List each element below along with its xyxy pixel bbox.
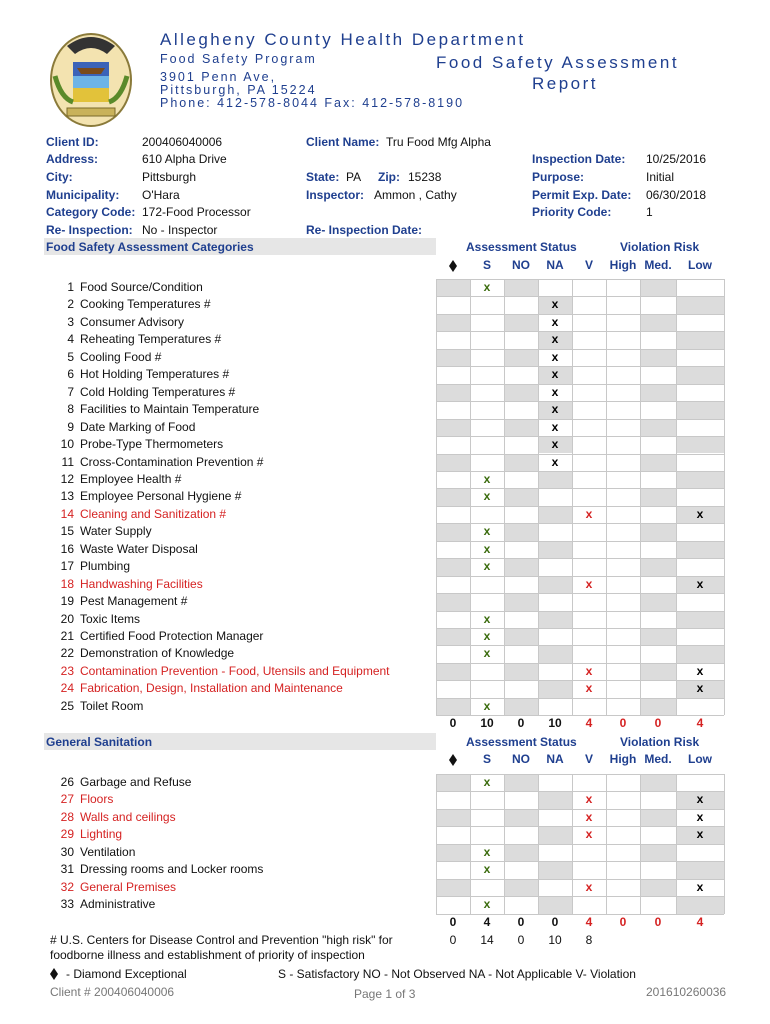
item-label: Hot Holding Temperatures # <box>80 367 230 382</box>
cell-shade <box>677 646 724 662</box>
status-mark: x <box>483 559 491 574</box>
item-label: Cooling Food # <box>80 349 162 364</box>
item-number: 26 <box>60 775 74 789</box>
risk-mark: x <box>696 576 704 591</box>
section2-status-header: Assessment Status <box>466 735 577 749</box>
cell-shade <box>437 775 470 791</box>
item-label: Dressing rooms and Locker rooms <box>80 862 264 877</box>
status-mark: x <box>483 611 491 626</box>
grid-line <box>436 366 724 367</box>
item-number: 23 <box>60 663 74 678</box>
total-value: 4 <box>585 915 593 929</box>
cell-shade <box>437 629 470 645</box>
item-number: 31 <box>60 862 74 877</box>
city-value: Pittsburgh <box>142 170 197 184</box>
item-label: Toxic Items <box>80 611 141 626</box>
cell-shade <box>437 280 470 296</box>
report-title-line2: Report <box>532 74 599 93</box>
cell-shade <box>437 489 470 505</box>
cell-shade <box>677 612 724 628</box>
column-header: NO <box>512 258 530 272</box>
section1-risk-header: Violation Risk <box>620 240 700 254</box>
section2-risk-header: Violation Risk <box>620 735 700 749</box>
cell-shade <box>677 862 724 878</box>
item-number: 7 <box>67 384 74 399</box>
column-header: Med. <box>644 258 672 272</box>
grid-line <box>436 454 724 455</box>
item-label: Cooking Temperatures # <box>80 297 211 312</box>
cell-shade <box>437 559 470 575</box>
status-mark: x <box>551 402 559 417</box>
reinspection-label: Re- Inspection: <box>46 223 133 237</box>
cdc-note-line2: foodborne illness and establishment of priority of inspection <box>50 948 365 962</box>
total-value: 4 <box>483 915 491 929</box>
total-value: 0 <box>449 915 457 929</box>
item-number: 1 <box>67 280 74 294</box>
status-mark: x <box>483 524 491 539</box>
cell-shade <box>505 880 538 896</box>
category-code-label: Category Code: <box>46 205 136 219</box>
cell-shade <box>505 489 538 505</box>
item-number: 13 <box>60 489 74 504</box>
document-id: 201610260036 <box>646 985 727 999</box>
status-mark: x <box>551 367 559 382</box>
column-header: S <box>482 752 491 766</box>
cell-shade <box>505 350 538 366</box>
inspector-label: Inspector: <box>306 188 365 202</box>
grid-line <box>436 349 724 350</box>
cell-shade <box>505 810 538 826</box>
page-number: Page 1 of 3 <box>354 987 416 1001</box>
status-mark: x <box>483 897 491 912</box>
total-value: 4 <box>585 716 593 730</box>
item-label: Probe-Type Thermometers <box>80 437 224 452</box>
cell-shade <box>641 664 676 680</box>
item-number: 16 <box>60 541 74 556</box>
client-name-label: Client Name: <box>306 135 380 149</box>
inspection-date-value: 10/25/2016 <box>646 152 707 166</box>
total-value: 10 <box>480 716 494 730</box>
status-mark: x <box>551 349 559 364</box>
item-label: Cold Holding Temperatures # <box>80 384 236 399</box>
cell-shade <box>539 681 572 697</box>
cell-shade <box>539 507 572 523</box>
cell-shade <box>641 699 676 715</box>
cell-shade <box>437 455 470 471</box>
cell-shade <box>505 629 538 645</box>
item-label: Waste Water Disposal <box>80 541 198 556</box>
cell-shade <box>677 437 724 453</box>
cell-shade <box>505 280 538 296</box>
column-header: Med. <box>644 752 672 766</box>
cell-shade <box>677 542 724 558</box>
cell-shade <box>677 402 724 418</box>
department-name: Allegheny County Health Department <box>160 30 526 49</box>
status-mark: x <box>483 775 491 789</box>
footer-client-number: Client # 200406040006 <box>50 985 175 999</box>
cell-shade <box>437 350 470 366</box>
cell-shade <box>505 775 538 791</box>
grid-line <box>606 279 607 715</box>
cell-shade <box>539 827 572 843</box>
cell-shade <box>677 897 724 913</box>
status-mark: x <box>551 437 559 452</box>
item-number: 27 <box>60 792 74 807</box>
total-value: 0 <box>654 716 662 730</box>
section1-title: Food Safety Assessment Categories <box>46 240 254 254</box>
cell-shade <box>641 810 676 826</box>
item-number: 25 <box>60 698 74 713</box>
client-id-value: 200406040006 <box>142 135 223 149</box>
risk-mark: x <box>696 879 704 894</box>
cell-shade <box>641 489 676 505</box>
risk-mark: x <box>696 506 704 521</box>
status-mark: x <box>585 576 593 591</box>
status-mark: x <box>551 419 559 434</box>
item-number: 17 <box>60 559 74 574</box>
purpose-value: Initial <box>646 170 675 184</box>
item-label: Handwashing Facilities <box>80 576 203 591</box>
column-header: High <box>609 258 637 272</box>
city-label: City: <box>46 170 73 184</box>
item-number: 20 <box>60 611 74 626</box>
cell-shade <box>437 699 470 715</box>
cell-shade <box>437 420 470 436</box>
item-label: Employee Health # <box>80 471 182 486</box>
status-mark: x <box>483 471 491 486</box>
cell-shade <box>641 594 676 610</box>
total-value: 0 <box>517 915 525 929</box>
cell-shade <box>641 420 676 436</box>
client-name-value: Tru Food Mfg Alpha <box>386 135 491 149</box>
status-mark: x <box>551 297 559 312</box>
cell-shade <box>437 880 470 896</box>
grand-total-value: 14 <box>480 933 494 947</box>
item-label: Garbage and Refuse <box>80 775 192 789</box>
total-value: 0 <box>619 716 627 730</box>
item-label: Lighting <box>80 827 123 842</box>
item-number: 18 <box>60 576 74 591</box>
cell-shade <box>505 845 538 861</box>
item-number: 30 <box>60 844 74 859</box>
client-id-label: Client ID: <box>46 135 99 149</box>
state-value: PA <box>346 170 362 184</box>
item-label: Facilities to Maintain Temperature <box>80 402 260 417</box>
item-number: 8 <box>67 402 74 417</box>
status-mark: x <box>551 384 559 399</box>
grid-line <box>436 419 724 420</box>
item-number: 15 <box>60 524 74 539</box>
cell-shade <box>641 350 676 366</box>
purpose-label: Purpose: <box>532 170 585 184</box>
reinspection-date-label: Re- Inspection Date: <box>306 223 423 237</box>
zip-value: 15238 <box>408 170 442 184</box>
grid-line <box>572 279 573 715</box>
permit-exp-value: 06/30/2018 <box>646 188 707 202</box>
grid-line <box>436 314 724 315</box>
item-number: 14 <box>60 506 74 521</box>
cell-shade <box>641 280 676 296</box>
total-value: 4 <box>696 915 704 929</box>
status-mark: x <box>551 332 559 347</box>
cell-shade <box>437 594 470 610</box>
diamond-exceptional-icon <box>449 260 457 272</box>
total-value: 0 <box>449 716 457 730</box>
item-label: Floors <box>80 792 114 807</box>
status-mark: x <box>585 809 593 824</box>
cell-shade <box>437 664 470 680</box>
item-label: Date Marking of Food <box>80 419 196 434</box>
item-label: Certified Food Protection Manager <box>80 629 264 643</box>
status-mark: x <box>483 629 491 643</box>
cell-shade <box>437 524 470 540</box>
county-seal <box>47 28 135 128</box>
cell-shade <box>505 699 538 715</box>
status-mark: x <box>483 844 491 859</box>
grid-line <box>436 296 724 297</box>
column-header: NA <box>546 752 564 766</box>
address-value: 610 Alpha Drive <box>142 152 227 166</box>
cell-shade <box>437 385 470 401</box>
column-header: NA <box>546 258 564 272</box>
cell-shade <box>505 524 538 540</box>
item-number: 22 <box>60 646 74 661</box>
program-name: Food Safety Program <box>160 52 317 66</box>
total-value: 10 <box>548 716 562 730</box>
column-header: V <box>584 258 593 272</box>
total-value: 0 <box>654 915 662 929</box>
item-label: Ventilation <box>80 844 136 859</box>
grand-total-value: 10 <box>548 933 562 947</box>
permit-exp-label: Permit Exp. Date: <box>532 188 632 202</box>
status-mark: x <box>551 454 559 469</box>
item-number: 12 <box>60 471 74 486</box>
risk-mark: x <box>696 809 704 824</box>
state-label: State: <box>306 170 340 184</box>
cell-shade <box>641 629 676 645</box>
status-mark: x <box>585 681 593 696</box>
address-label: Address: <box>46 152 99 166</box>
item-number: 19 <box>60 594 74 609</box>
item-number: 29 <box>60 827 74 842</box>
cell-shade <box>641 845 676 861</box>
address-line1: 3901 Penn Ave, <box>160 70 277 84</box>
item-number: 2 <box>67 297 74 312</box>
item-label: Food Source/Condition <box>80 280 203 294</box>
item-label: Water Supply <box>80 524 152 539</box>
status-mark: x <box>483 862 491 877</box>
cell-shade <box>437 315 470 331</box>
priority-code-label: Priority Code: <box>532 205 612 219</box>
status-mark: x <box>585 506 593 521</box>
item-number: 28 <box>60 809 74 824</box>
item-number: 4 <box>67 332 74 347</box>
cell-shade <box>641 880 676 896</box>
item-number: 10 <box>60 437 74 452</box>
item-label: Fabrication, Design, Installation and Maintenance <box>80 681 343 696</box>
grid-line <box>436 436 724 437</box>
grand-total-value: 8 <box>585 933 593 947</box>
phone-fax: Phone: 412-578-8044 Fax: 412-578-8190 <box>160 96 465 110</box>
cell-shade <box>539 897 572 913</box>
total-value: 0 <box>619 915 627 929</box>
column-header: NO <box>512 752 530 766</box>
cell-shade <box>505 420 538 436</box>
cell-shade <box>641 524 676 540</box>
item-number: 11 <box>61 454 74 469</box>
inspection-date-label: Inspection Date: <box>532 152 626 166</box>
cell-shade <box>539 612 572 628</box>
item-number: 21 <box>60 629 74 643</box>
item-label: Plumbing <box>80 559 131 574</box>
diamond-legend-text: - Diamond Exceptional <box>66 967 187 981</box>
cell-shade <box>641 385 676 401</box>
risk-mark: x <box>696 827 704 842</box>
cell-shade <box>641 775 676 791</box>
section1-status-header: Assessment Status <box>466 240 577 254</box>
item-number: 5 <box>67 349 74 364</box>
cell-shade <box>539 542 572 558</box>
cell-shade <box>677 297 724 313</box>
grid-line <box>724 279 725 715</box>
risk-mark: x <box>696 663 704 678</box>
status-mark: x <box>483 646 491 661</box>
risk-mark: x <box>696 681 704 696</box>
cell-shade <box>505 315 538 331</box>
cell-shade <box>437 845 470 861</box>
status-mark: x <box>585 879 593 894</box>
grid-line <box>436 331 724 332</box>
diamond-exceptional-icon <box>449 754 457 766</box>
item-label: Cleaning and Sanitization # <box>80 506 227 521</box>
address-line2: Pittsburgh, PA 15224 <box>160 83 317 97</box>
column-header: High <box>609 752 637 766</box>
cell-shade <box>539 862 572 878</box>
item-label: Reheating Temperatures # <box>80 332 222 347</box>
cell-shade <box>539 646 572 662</box>
municipality-label: Municipality: <box>46 188 120 202</box>
item-number: 9 <box>67 419 74 434</box>
item-label: Pest Management # <box>80 594 188 609</box>
status-mark: x <box>483 489 491 504</box>
grid-line <box>436 401 724 402</box>
cell-shade <box>641 315 676 331</box>
cell-shade <box>505 664 538 680</box>
item-number: 3 <box>67 314 74 329</box>
status-mark: x <box>585 792 593 807</box>
item-label: Toilet Room <box>80 698 144 713</box>
grid-line <box>436 384 724 385</box>
cell-shade <box>505 594 538 610</box>
item-number: 32 <box>60 879 74 894</box>
status-mark: x <box>585 827 593 842</box>
cell-shade <box>641 559 676 575</box>
column-header: Low <box>688 258 712 272</box>
column-header: S <box>482 258 491 272</box>
cell-shade <box>539 472 572 488</box>
item-number: 24 <box>60 681 74 696</box>
status-legend: S - Satisfactory NO - Not Observed NA - Not Applicable V- Violation <box>278 967 636 981</box>
category-code-value: 172-Food Processor <box>142 205 251 219</box>
section2-title: General Sanitation <box>46 735 153 749</box>
diamond-legend-icon <box>50 968 58 980</box>
cell-shade <box>539 577 572 593</box>
cell-shade <box>437 810 470 826</box>
grand-total-value: 0 <box>517 933 525 947</box>
cell-shade <box>505 559 538 575</box>
item-label: Cross-Contamination Prevention # <box>80 454 264 469</box>
total-value: 0 <box>517 716 525 730</box>
cell-shade <box>641 455 676 471</box>
cell-shade <box>677 367 724 383</box>
item-label: Demonstration of Knowledge <box>80 646 235 661</box>
risk-mark: x <box>696 792 704 807</box>
status-mark: x <box>483 541 491 556</box>
column-header: V <box>584 752 593 766</box>
grid-line <box>724 774 725 914</box>
grid-line <box>436 593 724 594</box>
item-number: 33 <box>60 897 74 912</box>
item-label: Administrative <box>80 897 156 912</box>
reinspection-value: No - Inspector <box>142 223 218 237</box>
item-label: Contamination Prevention - Food, Utensils and Equipment <box>80 663 390 678</box>
column-header: Low <box>688 752 712 766</box>
cell-shade <box>677 472 724 488</box>
status-mark: x <box>585 663 593 678</box>
cell-shade <box>677 332 724 348</box>
municipality-value: O'Hara <box>142 188 180 202</box>
status-mark: x <box>483 698 491 713</box>
inspector-value: Ammon , Cathy <box>374 188 457 202</box>
zip-label: Zip: <box>378 170 400 184</box>
total-value: 0 <box>551 915 559 929</box>
item-label: Walls and ceilings <box>80 809 176 824</box>
cell-shade <box>505 455 538 471</box>
item-label: Consumer Advisory <box>80 314 185 329</box>
report-title-line1: Food Safety Assessment <box>436 53 680 72</box>
item-label: Employee Personal Hygiene # <box>80 489 242 504</box>
item-label: General Premises <box>80 879 177 894</box>
item-number: 6 <box>67 367 74 382</box>
grand-total-value: 0 <box>449 933 457 947</box>
status-mark: x <box>551 314 559 329</box>
status-mark: x <box>483 280 491 294</box>
total-value: 4 <box>696 716 704 730</box>
cell-shade <box>505 385 538 401</box>
priority-code-value: 1 <box>646 205 653 219</box>
cdc-note-line1: # U.S. Centers for Disease Control and Prevention "high risk" for <box>50 933 393 947</box>
cell-shade <box>539 792 572 808</box>
